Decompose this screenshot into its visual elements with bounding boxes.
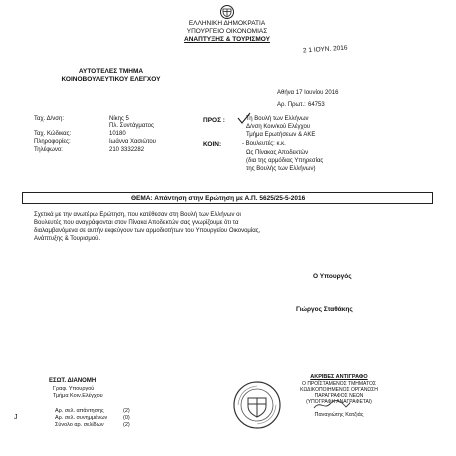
cc-line-1: - Βουλευτές: κ.κ. xyxy=(242,141,286,147)
true-copy-line-2: ΚΩΔΙΚΟΠΟΙΗΜΕΝΟΣ ΟΡΓΑΝΩΣΗ xyxy=(300,387,378,393)
address-label: Ταχ. Δ/νση: xyxy=(34,116,65,122)
count-label-answer: Αρ. σελ. απάντησης xyxy=(55,408,104,414)
postal-code-label: Ταχ. Κώδικας: xyxy=(34,131,72,137)
department-line2: ΚΟΙΝΟΒΟΥΛΕΥΤΙΚΟΥ ΕΛΕΓΧΟΥ xyxy=(61,76,161,83)
department-line1: ΑΥΤΟΤΕΛΕΣ ΤΜΗΜΑ xyxy=(78,68,144,75)
handwritten-signature-icon xyxy=(312,398,352,412)
minister-title: Ο Υπουργός xyxy=(313,273,352,280)
subject-line: ΘΕΜΑ: Απάντηση στην Ερώτηση με Α.Π. 5625/25-5-2016 xyxy=(131,194,306,202)
phone-value: 210 3332282 xyxy=(109,147,145,153)
cc-line-3: (δια της αρμόδιας Υπηρεσίας xyxy=(246,158,324,164)
count-value-total: (2) xyxy=(123,422,130,428)
cc-line-2: Ως Πίνακας Αποδεκτών xyxy=(246,150,309,156)
received-date-stamp: 2 1 ΙΟΥΝ. 2016 xyxy=(302,44,348,55)
to-label: ΠΡΟΣ : xyxy=(203,117,225,124)
body-line-3: διαλαμβανόμενα σε αυτήν εκφεύγουν των αρμοδιοτήτων του Υπουργείου Οικονομίας, xyxy=(34,228,261,234)
date-line: Αθήνα 17 Ιουνίου 2016 xyxy=(277,90,339,96)
true-copy-signer: Παναγιώτης Κατζιάς xyxy=(314,412,364,418)
phone-label: Τηλέφωνο: xyxy=(34,147,63,153)
to-line-2: Δ/νση Κοιν/κού Ελέγχου xyxy=(246,124,311,130)
distribution-line-2: Τμήμα Κοιν.Ελέγχου xyxy=(53,393,103,399)
protocol-number: 64753 xyxy=(308,102,325,108)
distribution-title: ΕΣΩΤ. ΔΙΑΝΟΜΗ xyxy=(49,378,97,384)
minister-name: Γιώργος Σταθάκης xyxy=(296,306,353,313)
address-value-2: Πλ. Συντάγματος xyxy=(109,123,154,129)
cc-label: ΚΟΙΝ: xyxy=(203,141,222,148)
country-name: ΕΛΛΗΝΙΚΗ ΔΗΜΟΚΡΑΤΙΑ xyxy=(188,20,266,27)
count-label-total: Σύνολο αρ. σελίδων xyxy=(55,422,104,428)
true-copy-line-1: Ο ΠΡΟΪΣΤΑΜΕΝΟΣ ΤΜΗΜΑΤΟΣ xyxy=(302,381,376,387)
count-value-answer: (2) xyxy=(123,408,130,414)
count-label-attachments: Αρ. σελ. συνημμένων xyxy=(55,415,108,421)
count-value-attachments: (0) xyxy=(123,415,130,421)
ministry-seal-icon xyxy=(232,380,282,430)
contact-value: Ιωάννα Χασιώτου xyxy=(109,139,156,145)
cc-line-4: της Βουλής των Ελλήνων) xyxy=(246,166,316,172)
address-value: Νίκης 5 xyxy=(109,116,129,122)
true-copy-line-4: (ΥΠΟΓΡΑΦΗ ΑΝΑΓΡΑΦΕΤΑΙ) xyxy=(306,399,372,405)
body-line-4: Ανάπτυξης & Τουρισμού. xyxy=(34,236,101,242)
protocol-label: Αρ. Πρωτ.: xyxy=(277,102,306,108)
contact-label: Πληροφορίες: xyxy=(34,139,71,145)
greek-emblem-icon xyxy=(219,4,235,20)
margin-handwritten-mark: J xyxy=(14,414,18,421)
subject-box xyxy=(22,192,433,204)
to-line-1: Τη Βουλή των Ελλήνων xyxy=(246,116,309,122)
ministry-name: ΥΠΟΥΡΓΕΙΟ ΟΙΚΟΝΟΜΙΑΣ xyxy=(186,28,268,35)
distribution-line-1: Γραφ. Υπουργού xyxy=(53,386,95,392)
to-line-3: Τμήμα Ερωτήσεων & ΑΚΕ xyxy=(246,132,316,138)
body-line-1: Σχετικά με την ανωτέρω Ερώτηση, που κατέθεσαν στη Βουλή των Ελλήνων οι xyxy=(34,212,241,218)
true-copy-title: ΑΚΡΙΒΕΣ ΑΝΤΙΓΡΑΦΟ xyxy=(310,374,368,380)
true-copy-line-3: ΠΑΡΑΓΡΑΦΟΣ ΝΕΩΝ xyxy=(314,393,364,399)
postal-code-value: 10180 xyxy=(109,131,126,137)
ministry-subtitle: ΑΝΑΠΤΥΞΗΣ & ΤΟΥΡΙΣΜΟΥ xyxy=(184,36,270,43)
body-line-2: Βουλευτές που αναγράφονται στον Πίνακα Αποδεκτών σας γνωρίζουμε ότι τα xyxy=(34,220,239,226)
